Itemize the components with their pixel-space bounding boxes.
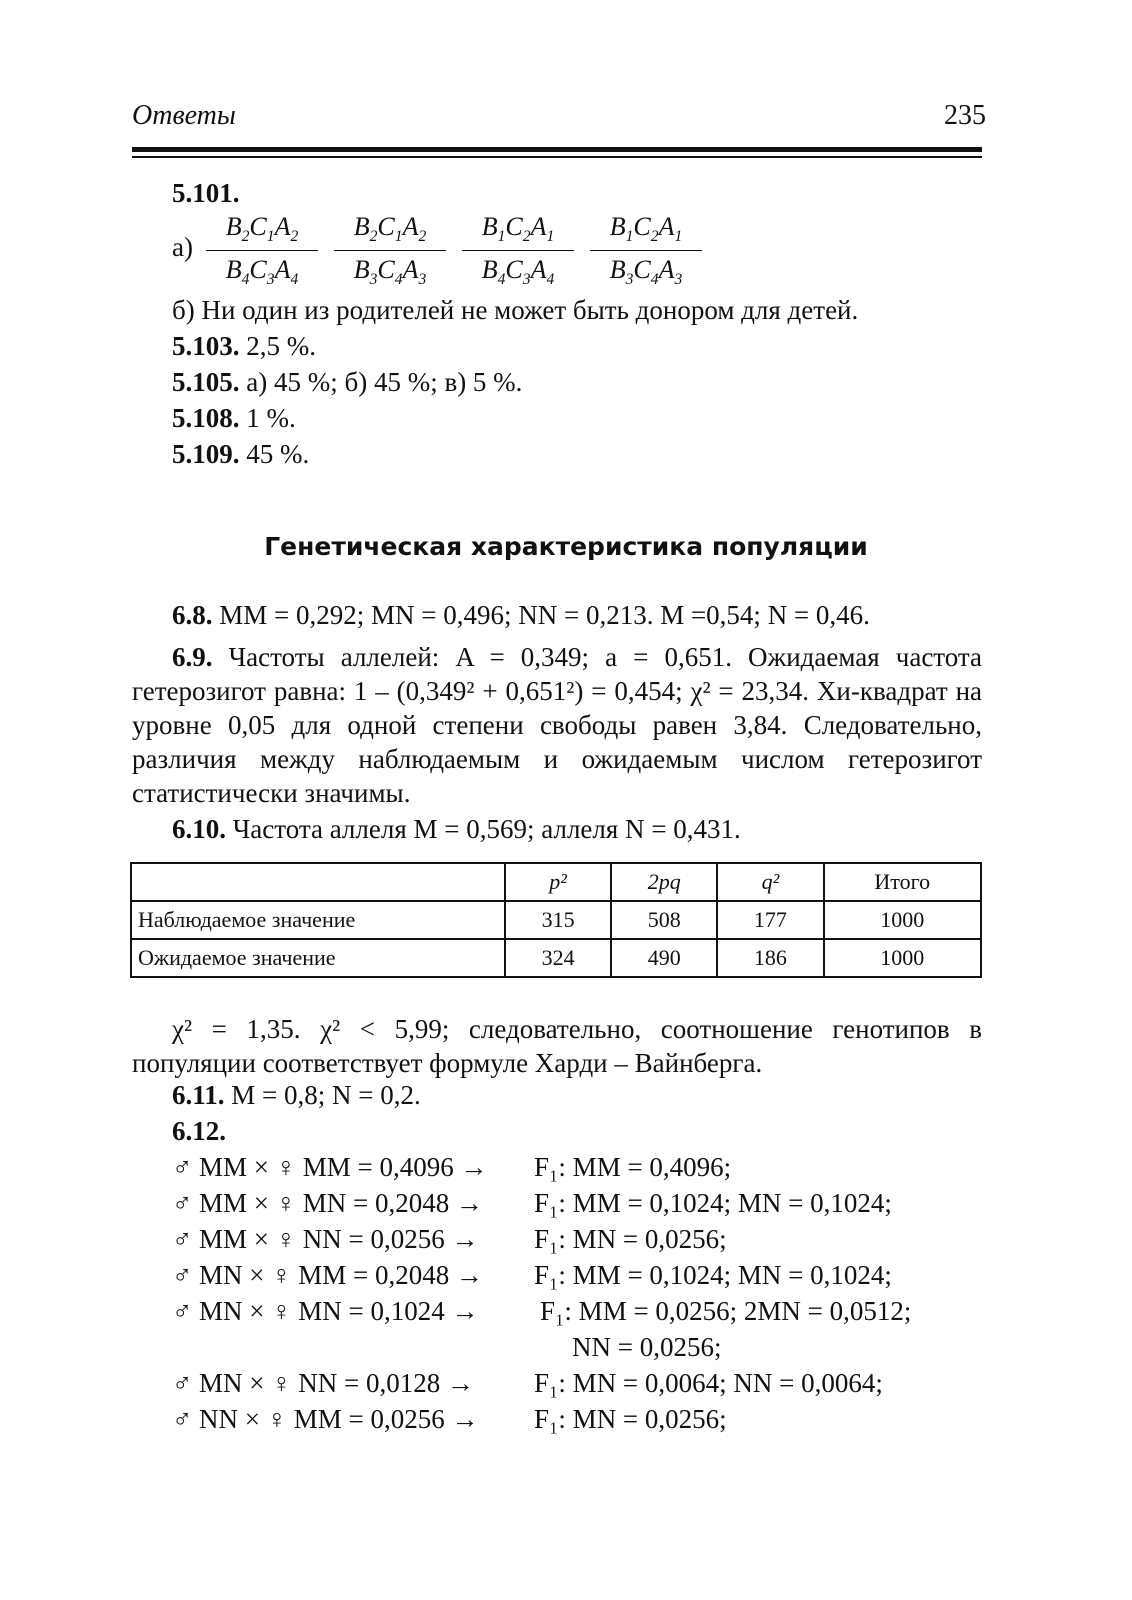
section-heading: Генетическая характеристика популяции: [264, 532, 868, 561]
table-cell: 490: [611, 939, 717, 977]
answer-5-108: 5.108. 1 %.: [172, 403, 296, 433]
genotype-fraction-4: $\frac{B_1C_2A_1}{B_3C_4A_3}$: [590, 212, 702, 289]
table-cell: 186: [717, 939, 823, 977]
answer-5-101-number: 5.101.: [172, 178, 240, 208]
table-cell: 508: [611, 901, 717, 939]
cross-result: F₁: MM = 0,1024; MN = 0,1024;: [534, 1260, 892, 1290]
table-cell: 324: [505, 939, 611, 977]
table-row: [131, 939, 981, 977]
page-number: 235: [944, 100, 986, 131]
table-header-cell: q²: [717, 863, 823, 901]
genotype-fraction-1: $\frac{B_2C_1A_2}{B_4C_3A_4}$: [206, 212, 318, 289]
cross-result: F₁: MN = 0,0256;: [534, 1404, 727, 1434]
answer-5-103: 5.103. 2,5 %.: [172, 331, 316, 361]
table-cell: Наблюдаемое значение: [131, 901, 505, 939]
table-cell: Ожидаемое значение: [131, 939, 505, 977]
cross-result-continued: NN = 0,0256;: [572, 1332, 722, 1362]
table-cell: 315: [505, 901, 611, 939]
answer-6-11: 6.11. M = 0,8; N = 0,2.: [172, 1080, 421, 1110]
cross-left: ♂ MN × ♀ MM = 0,2048 →: [172, 1260, 483, 1290]
cross-left: ♂ MM × ♀ MM = 0,4096 →: [172, 1152, 488, 1182]
cross-result: F₁: MN = 0,0064; NN = 0,0064;: [534, 1368, 883, 1398]
cross-left: ♂ MN × ♀ NN = 0,0128 →: [172, 1368, 474, 1398]
genotype-fraction-2: $\frac{B_2C_1A_2}{B_3C_4A_3}$: [334, 212, 446, 289]
cross-left: ♂ MN × ♀ MN = 0,1024 →: [172, 1296, 479, 1326]
table-header-row: [131, 863, 981, 901]
table-cell: 177: [717, 901, 823, 939]
header-rule-thick: [132, 147, 982, 152]
cross-result: F₁: MM = 0,4096;: [534, 1152, 732, 1182]
header-rule-thin: [132, 156, 982, 158]
table-header-cell: Итого: [824, 863, 981, 901]
genotype-fraction-3: $\frac{B_1C_2A_1}{B_4C_3A_4}$: [462, 212, 574, 289]
table-header-cell: p²: [505, 863, 611, 901]
answer-6-10: 6.10. Частота аллеля M = 0,569; аллеля N = 0,431.: [172, 814, 741, 844]
table-cell: 1000: [824, 901, 981, 939]
answer-5-101-b: б) Ни один из родителей не может быть донором для детей.: [172, 295, 859, 325]
answer-6-9: 6.9. Частоты аллелей: A = 0,349; a = 0,651. Ожидаемая частота гетерозигот равна: 1 – (0,349² + 0,651²) = 0,454; χ² = 23,34. Хи-квадрат на уровне 0,05 для одной степени свободы равен 3,84. Следовательно, различия между наблюдаемым и ожидаемым числом гетерозигот статистически значимы.: [132, 642, 982, 808]
chi-square-conclusion: χ² = 1,35. χ² < 5,99; следовательно, соотношение генотипов в популяции соответствует формуле Харди – Вайнберга.: [132, 1014, 982, 1078]
table-cell: 1000: [824, 939, 981, 977]
answer-6-8: 6.8. MM = 0,292; MN = 0,496; NN = 0,213. M =0,54; N = 0,46.: [172, 600, 870, 630]
cross-left: ♂ NN × ♀ MM = 0,0256 →: [172, 1404, 479, 1434]
running-header-title: Ответы: [132, 100, 236, 131]
table-header-cell: 2pq: [611, 863, 717, 901]
cross-result: F₁: MM = 0,0256; 2MN = 0,0512;: [540, 1296, 912, 1326]
genotype-frequency-table: [130, 862, 982, 978]
cross-left: ♂ MM × ♀ NN = 0,0256 →: [172, 1224, 479, 1254]
table-row: [131, 901, 981, 939]
answer-5-105: 5.105. а) 45 %; б) 45 %; в) 5 %.: [172, 367, 523, 397]
answer-6-12-number: 6.12.: [172, 1116, 226, 1146]
cross-result: F₁: MM = 0,1024; MN = 0,1024;: [534, 1188, 892, 1218]
table-header-cell: [131, 863, 505, 901]
answer-5-109: 5.109. 45 %.: [172, 439, 310, 469]
cross-left: ♂ MM × ♀ MN = 0,2048 →: [172, 1188, 483, 1218]
cross-result: F₁: MN = 0,0256;: [534, 1224, 727, 1254]
answer-5-101-a-label: а): [172, 232, 193, 262]
